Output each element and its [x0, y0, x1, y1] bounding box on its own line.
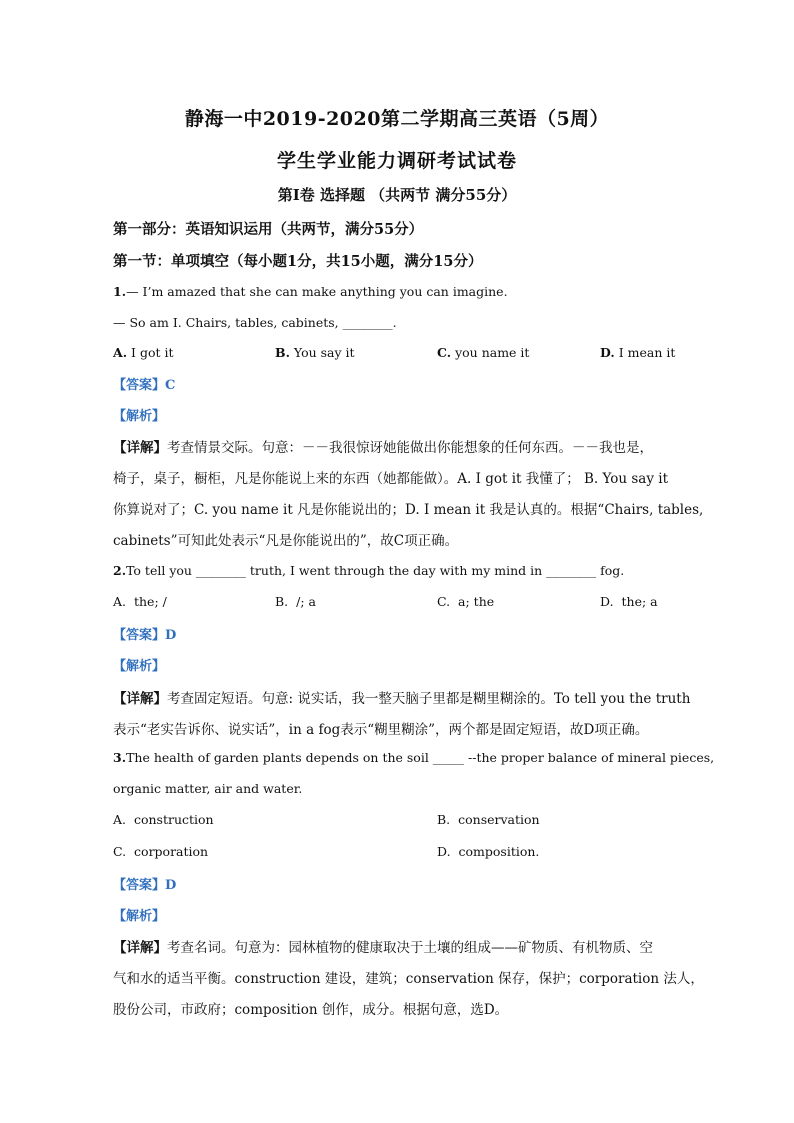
question-2-option-c: C. a; the [437, 594, 495, 609]
question-3-analysis-label: 【解析】 [113, 909, 166, 924]
question-1-analysis-label: 【解析】 [113, 409, 166, 424]
question-1-option-b: B. You say it [275, 345, 355, 360]
question-1-detail-line-3: 你算说对了；C. you name it 凡是你能说出的；D. I mean it 我是认真的。根据“Chairs, tables, [113, 502, 704, 518]
question-3-option-d: D. composition. [437, 844, 540, 859]
question-2-option-a: A. the; / [113, 594, 167, 609]
question-1-option-d: D. I mean it [600, 345, 676, 360]
question-2-detail-line-2: 表示“老实告诉你、说实话”，in a fog表示“糊里糊涂”，两个都是固定短语，故D项正确。 [113, 722, 649, 738]
question-3-answer [113, 874, 176, 893]
exam-title: 静海一中2019-2020第二学期高三英语（5周） [184, 108, 610, 130]
stem-text: To tell you ________ truth, I went through the day with my mind in ________ fog. [126, 563, 625, 578]
question-3-stem-line-1 [113, 750, 714, 765]
question-1-detail-line-4: cabinets”可知此处表示“凡是你能说出的”，故C项正确。 [113, 533, 459, 549]
detail-label: 【详解】 [113, 940, 167, 956]
question-2-option-d: D. the; a [600, 594, 658, 609]
question-1-stem-line-1 [113, 284, 508, 299]
question-number: 1. [113, 284, 127, 299]
answer-label: 【答案】 [113, 878, 166, 893]
question-1-answer [113, 374, 175, 393]
answer-value: D [165, 878, 177, 893]
detail-label: 【详解】 [113, 691, 167, 707]
answer-value: C [165, 378, 176, 393]
question-3-detail-line-3: 股份公司，市政府；composition 创作，成分。根据句意，选D。 [113, 1002, 509, 1018]
question-1-detail-line-1: 【详解】考查情景交际。句意：－－我很惊讶她能做出你能想象的任何东西。－－我也是， [113, 440, 653, 456]
exam-subtitle: 学生学业能力调研考试试卷 [276, 150, 517, 172]
question-3-stem-line-2: organic matter, air and water. [113, 781, 303, 796]
question-2-option-b: B. /; a [275, 594, 316, 609]
question-2-analysis-label: 【解析】 [113, 659, 166, 674]
detail-label: 【详解】 [113, 440, 167, 456]
answer-label: 【答案】 [113, 628, 166, 643]
question-2-detail-line-1: 【详解】考查固定短语。句意: 说实话，我一整天脑子里都是糊里糊涂的。To tell you the truth [113, 691, 691, 707]
question-3-option-b: B. conservation [437, 812, 540, 827]
stem-text: The health of garden plants depends on the soil _____ --the proper balance of mineral pieces, [126, 750, 715, 765]
question-3-option-a: A. construction [113, 812, 214, 827]
question-2-stem-line-1 [113, 563, 624, 578]
question-number: 2. [113, 563, 127, 578]
question-1-stem-line-2: — So am I. Chairs, tables, cabinets, ________. [113, 315, 397, 330]
question-1-option-a: A. I got it [113, 345, 174, 360]
question-number: 3. [113, 750, 127, 765]
question-2-answer [113, 624, 176, 643]
answer-value: D [165, 628, 177, 643]
section-heading: 第一节：单项填空（每小题1分，共15小题，满分15分） [113, 253, 483, 270]
volume-heading: 第I卷 选择题 （共两节 满分55分） [277, 186, 517, 204]
answer-label: 【答案】 [113, 378, 166, 393]
question-3-option-c: C. corporation [113, 844, 209, 859]
question-3-detail-line-1: 【详解】考查名词。句意为：园林植物的健康取决于土壤的组成——矿物质、有机物质、空 [113, 940, 653, 956]
question-1-detail-line-2: 椅子，桌子，橱柜，凡是你能说上来的东西（她都能做）。A. I got it 我懂了； B. You say it [113, 471, 669, 487]
stem-text: — I’m amazed that she can make anything you can imagine. [126, 284, 508, 299]
question-1-option-c: C. you name it [437, 345, 530, 360]
question-3-detail-line-2: 气和水的适当平衡。construction 建设，建筑；conservation 保存，保护；corporation 法人， [113, 971, 704, 987]
part-heading: 第一部分：英语知识运用（共两节，满分55分） [113, 221, 424, 238]
